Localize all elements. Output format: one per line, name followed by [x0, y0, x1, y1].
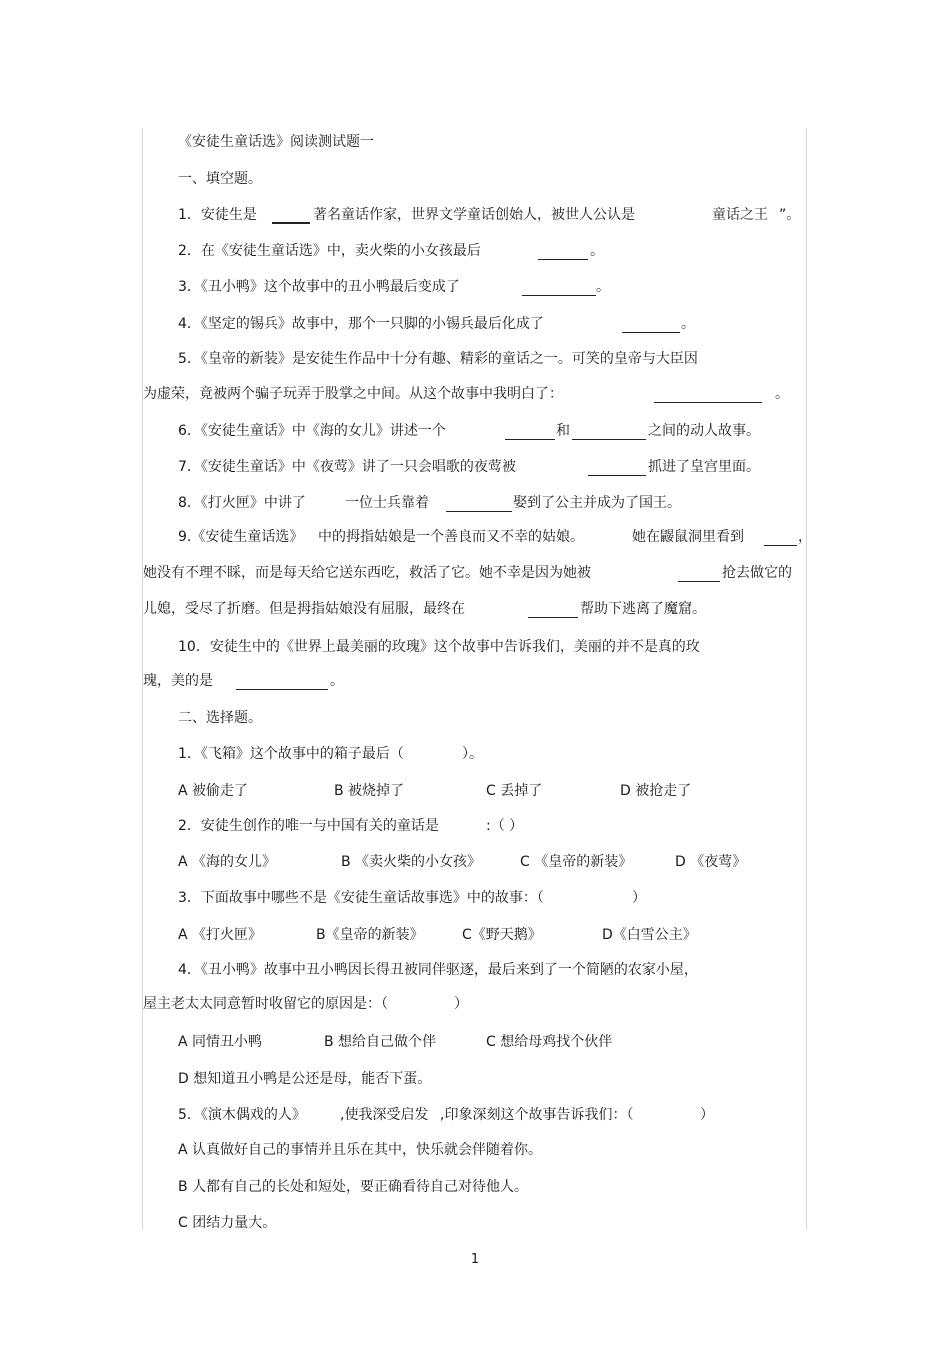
- fill-q6-mid: 和: [556, 423, 570, 439]
- choice-q4-line1: 4．《丑小鸭》故事中丑小鸭因长得丑被同伴驱逐，最后来到了一个简陋的农家小屋，: [178, 962, 698, 978]
- fill-q9-text-b: 中的拇指姑娘是一个善良而又不幸的姑娘。: [318, 529, 584, 545]
- fill-q6-text: 6．《安徒生童话》中《海的女儿》讲述一个: [178, 423, 446, 439]
- fill-q8-text: 8．《打火匣》中讲了: [178, 495, 306, 511]
- choice-q1-option-d: D 被抢走了: [620, 783, 692, 799]
- fill-q7-blank: [588, 475, 646, 476]
- fill-q6-blank-2: [572, 439, 646, 440]
- fill-q10-blank: [236, 689, 328, 690]
- choice-q5-stem-b: ,使我深受启发: [340, 1107, 429, 1123]
- fill-q8-end: 娶到了公主并成为了国王。: [513, 495, 681, 511]
- page-number: 1: [470, 1252, 480, 1267]
- fill-q1-blank: [272, 222, 310, 224]
- choice-q4-option-b: B 想给自己做个伴: [324, 1034, 437, 1050]
- choice-q4-option-a: A 同情丑小鸭: [178, 1034, 263, 1050]
- fill-q7-end: 抓进了皇宫里面。: [648, 459, 760, 475]
- fill-q5-line1: 5．《皇帝的新装》是安徒生作品中十分有趣、精彩的童话之一。可笑的皇帝与大臣因: [178, 351, 698, 367]
- fill-q7-text: 7．《安徒生童话》中《夜莺》讲了一只会唱歌的夜莺被: [178, 459, 516, 475]
- fill-q1-text-c: 童话之王: [712, 207, 768, 223]
- fill-q9-line2: 她没有不理不睬，而是每天给它送东西吃，救活了它。她不幸是因为她被: [143, 565, 591, 581]
- fill-q3-blank: [522, 295, 596, 296]
- fill-q9-blank-3: [528, 617, 578, 618]
- choice-q3-option-a: A 《打火匣》: [178, 927, 263, 943]
- fill-q8-blank: [446, 511, 512, 512]
- section-heading-choice: 二、选择题。: [178, 710, 262, 726]
- choice-q1-option-a: A 被偷走了: [178, 783, 249, 799]
- fill-q9-comma: ，: [798, 529, 812, 545]
- fill-q3-end: 。: [596, 279, 610, 295]
- choice-q3-close: ）: [632, 890, 646, 906]
- fill-q5-line2: 为虚荣，竟被两个骗子玩弄于股掌之中间。从这个故事中我明白了：: [143, 386, 563, 402]
- choice-q5-stem-a: 5．《演木偶戏的人》: [178, 1107, 306, 1123]
- choice-q4-option-c: C 想给母鸡找个伙伴: [486, 1034, 613, 1050]
- choice-q1-close: ）。: [462, 746, 483, 762]
- fill-q6-blank-1: [505, 439, 555, 440]
- choice-q2-option-b: B 《卖火柴的小女孩》: [341, 854, 482, 870]
- fill-q1-text-b: 著名童话作家，世界文学童话创始人，被世人公认是: [313, 207, 635, 223]
- fill-q3-text: 3．《丑小鸭》这个故事中的丑小鸭最后变成了: [178, 279, 460, 295]
- fill-q9-text-c: 她在鼹鼠洞里看到: [632, 529, 744, 545]
- choice-q5-option-b: B 人都有自己的长处和短处，要正确看待自己对待他人。: [178, 1179, 529, 1195]
- fill-q2-end: 。: [590, 243, 604, 259]
- right-margin-rule: [806, 128, 807, 1230]
- fill-q6-end: 之间的动人故事。: [648, 423, 760, 439]
- fill-q9-line3-end: 帮助下逃离了魔窟。: [580, 601, 706, 617]
- fill-q4-text: 4．《坚定的锡兵》故事中，那个一只脚的小锡兵最后化成了: [178, 316, 544, 332]
- choice-q5-option-a: A 认真做好自己的事情并且乐在其中，快乐就会伴随着你。: [178, 1142, 543, 1158]
- choice-q5-close: ）: [700, 1107, 714, 1123]
- choice-q3-option-d: D《白雪公主》: [602, 927, 697, 943]
- fill-q10-end: 。: [330, 673, 344, 689]
- fill-q9-blank-1: [764, 545, 797, 546]
- choice-q1-stem: 1．《飞箱》这个故事中的箱子最后（: [178, 746, 404, 762]
- fill-q8-text-b: 一位士兵靠着: [345, 495, 429, 511]
- choice-q5-option-c: C 团结力量大。: [178, 1215, 277, 1231]
- choice-q4-option-d: D 想知道丑小鸭是公还是母，能否下蛋。: [178, 1071, 432, 1087]
- fill-q4-end: 。: [681, 316, 695, 332]
- fill-q9-line3: 儿媳，受尽了折磨。但是拇指姑娘没有屈服，最终在: [143, 601, 465, 617]
- fill-q5-blank: [654, 402, 762, 403]
- fill-q1-text: 1．安徒生是: [178, 207, 257, 223]
- document-title: 《安徒生童话选》阅读测试题一: [178, 134, 374, 150]
- fill-q9-blank-2: [678, 581, 720, 582]
- choice-q4-line2: 屋主老太太同意暂时收留它的原因是：（: [143, 996, 388, 1012]
- choice-q3-option-b: B《皇帝的新装》: [316, 927, 424, 943]
- choice-q2-paren: :（ ）: [486, 818, 524, 834]
- choice-q5-stem-c: ,印象深刻这个故事告诉我们：（: [440, 1107, 634, 1123]
- choice-q2-stem: 2．安徒生创作的唯一与中国有关的童话是: [178, 818, 439, 834]
- choice-q3-option-c: C《野天鹅》: [462, 927, 542, 943]
- choice-q3-stem: 3．下面故事中哪些不是《安徒生童话故事选》中的故事：（: [178, 890, 544, 906]
- fill-q2-blank: [538, 259, 588, 260]
- choice-q1-option-c: C 丢掉了: [486, 783, 543, 799]
- fill-q10-line2: 瑰，美的是: [143, 673, 213, 689]
- fill-q4-blank: [622, 332, 680, 333]
- fill-q1-text-d: ”。: [779, 207, 801, 223]
- choice-q4-close: ）: [454, 996, 468, 1012]
- fill-q9-line2-end: 抢去做它的: [722, 565, 792, 581]
- choice-q2-option-c: C 《皇帝的新装》: [520, 854, 633, 870]
- choice-q1-option-b: B 被烧掉了: [334, 783, 405, 799]
- fill-q9-text: 9.《安徒生童话选》: [178, 529, 304, 545]
- choice-q2-option-a: A 《海的女儿》: [178, 854, 277, 870]
- fill-q2-text: 2．在《安徒生童话选》中，卖火柴的小女孩最后: [178, 243, 481, 259]
- fill-q10-line1: 10．安徒生中的《世界上最美丽的玫瑰》这个故事中告诉我们，美丽的并不是真的玫: [178, 639, 700, 655]
- fill-q5-end: 。: [775, 386, 789, 402]
- choice-q2-option-d: D 《夜莺》: [675, 854, 747, 870]
- section-heading-fill-blank: 一、填空题。: [178, 171, 262, 187]
